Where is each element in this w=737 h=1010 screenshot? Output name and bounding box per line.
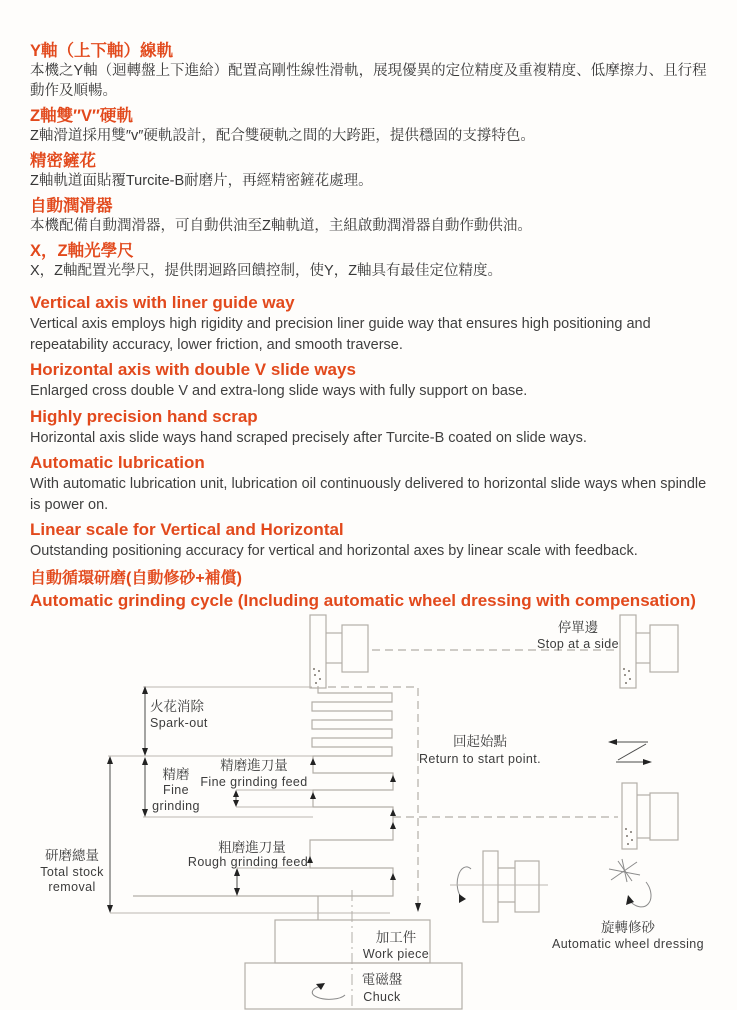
section-heading: 自動潤滑器 xyxy=(30,197,113,215)
chuck-label-cjk: 電磁盤 xyxy=(361,972,403,987)
diagram-title-cjk: 自動循環研磨(自動修砂+補償) xyxy=(30,569,243,587)
sparkout-label-en: Spark-out xyxy=(150,716,208,730)
feature-section-en xyxy=(30,360,710,402)
fine-feed-label-cjk: 精磨進刀量 xyxy=(220,758,288,773)
section-body: X，Z軸配置光學尺，提供閉迴路回饋控制，使Y，Z軸具有最佳定位精度。 xyxy=(30,263,503,279)
dressing-label-en: Automatic wheel dressing xyxy=(551,937,705,951)
return-route-arrowhead xyxy=(415,903,421,912)
section-body: Z軸滑道採用雙″v″硬軌設計，配合雙硬軌之間的大跨距，提供穩固的支撐特色。 xyxy=(30,128,535,144)
feed-arrows xyxy=(307,758,396,880)
feature-section-en xyxy=(30,407,710,449)
wheel-dressing-icon xyxy=(609,859,651,907)
section-heading: Y軸（上下軸）線軌 xyxy=(30,42,174,60)
traverse-zigzag-arrow xyxy=(608,739,652,765)
rough-feed-dimension xyxy=(234,868,240,896)
fine-feed-dimension xyxy=(233,790,239,807)
stop-at-side-label-cjk: 停單邊 xyxy=(557,620,599,635)
wheel-marking xyxy=(623,668,631,684)
grinding-wheel-symbol-top-left xyxy=(310,615,368,688)
grinding-wheel-symbol-top-right xyxy=(620,615,678,688)
wheel-marking xyxy=(313,668,321,684)
dressing-label-cjk: 旋轉修砂 xyxy=(601,920,655,935)
return-label-en: Return to start point. xyxy=(418,752,542,766)
feature-section-en xyxy=(30,520,710,562)
diagram-title-en: Automatic grinding cycle (Including automatic wheel dressing with compensation) xyxy=(30,590,696,610)
section-heading: Vertical axis with liner guide way xyxy=(30,293,295,312)
rotating-wheel-symbol xyxy=(450,851,548,922)
feature-section-en xyxy=(30,453,710,515)
wheel-marking xyxy=(625,828,633,845)
return-label-cjk: 回起始點 xyxy=(453,734,507,749)
section-body: Horizontal axis slide ways hand scraped precisely after Turcite-B coated on slide ways. xyxy=(30,429,587,446)
fine-label-en1: Fine xyxy=(163,783,189,797)
stop-at-side-label-en: Stop at a side xyxy=(536,637,620,651)
section-heading: X，Z軸光學尺 xyxy=(30,242,134,260)
section-heading: Z軸雙″V″硬軌 xyxy=(30,107,133,125)
section-heading: Horizontal axis with double V slide ways xyxy=(30,360,356,379)
grinding-wheel-symbol-lower-right xyxy=(622,783,678,849)
feature-section-cjk xyxy=(30,196,710,236)
feature-section-cjk xyxy=(30,241,710,281)
feature-section-en xyxy=(30,293,710,355)
section-body: 本機配備自動潤滑器，可自動供油至Z軸軌道，主組啟動潤滑器自動作動供油。 xyxy=(30,218,532,234)
sparkout-label-cjk: 火花消除 xyxy=(150,699,204,714)
feature-section-cjk xyxy=(30,41,710,101)
workpiece-label-cjk: 加工件 xyxy=(375,930,417,945)
section-heading: Linear scale for Vertical and Horizontal xyxy=(30,520,344,539)
fine-label-cjk: 精磨 xyxy=(162,767,190,782)
total-stock-label-en1: Total stock xyxy=(40,865,104,879)
chuck-rotation-arrow xyxy=(312,983,345,999)
section-body: Outstanding positioning accuracy for vertical and horizontal axes by linear scale with feedback. xyxy=(30,543,638,559)
chuck-label-en: Chuck xyxy=(363,990,401,1004)
section-body: Z軸軌道面貼覆Turcite-B耐磨片，再經精密鏟花處理。 xyxy=(30,173,373,189)
total-stock-label-en2: removal xyxy=(48,880,96,894)
feature-section-cjk xyxy=(30,151,710,191)
rough-feed-label-en: Rough grinding feed xyxy=(187,855,309,869)
workpiece-label-en: Work piece xyxy=(362,947,430,961)
fine-feed-label-en: Fine grinding feed xyxy=(200,775,308,789)
rough-feed-label-cjk: 粗磨進刀量 xyxy=(218,840,286,855)
section-heading: Automatic lubrication xyxy=(30,453,205,472)
total-stock-label-cjk: 研磨總量 xyxy=(45,848,99,863)
section-body: Enlarged cross double V and extra-long slide ways with fully support on base. xyxy=(30,383,528,399)
section-heading: 精密鏟花 xyxy=(30,152,96,170)
section-body: With automatic lubrication unit, lubrication oil continuously delivered to horizontal slide ways when spindle is power on. xyxy=(30,476,707,513)
section-body: 本機之Y軸（迴轉盤上下進給）配置高剛性線性滑軌，展現優異的定位精度及重複精度、低摩擦力、且行程動作及順暢。 xyxy=(30,63,707,99)
sparkout-dimension xyxy=(142,686,148,756)
chuck-box xyxy=(245,963,462,1009)
feature-section-cjk xyxy=(30,106,710,146)
grinding-cycle-diagram xyxy=(0,612,737,1010)
section-heading: Highly precision hand scrap xyxy=(30,406,258,426)
total-stock-dimension xyxy=(107,756,113,913)
section-body: Vertical axis employs high rigidity and precision liner guide way that ensures high positioning and repeatability accuracy, lower friction, and smooth traverse. xyxy=(30,316,651,353)
fine-grinding-dimension xyxy=(142,757,148,817)
fine-label-en2: grinding xyxy=(152,799,200,813)
